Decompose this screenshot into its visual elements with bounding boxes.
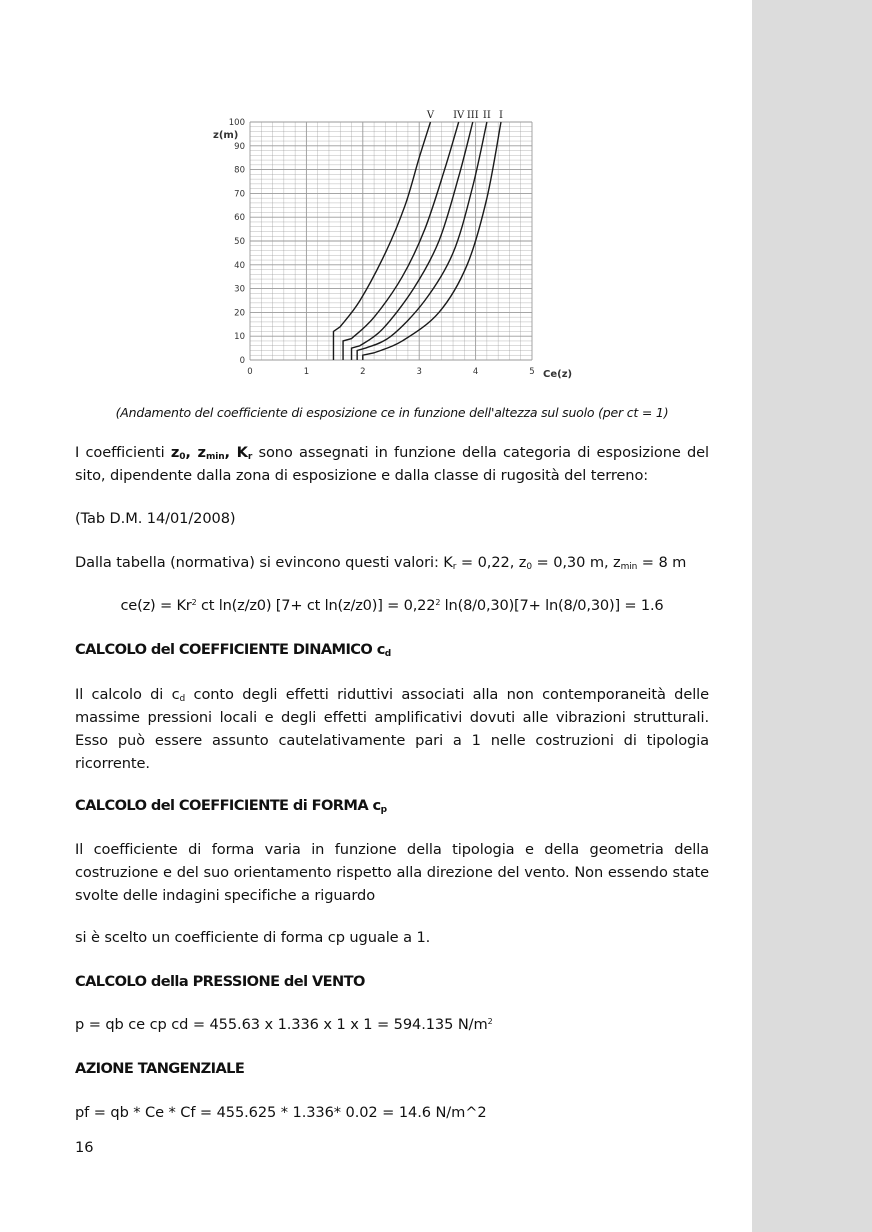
- subscript: d: [179, 694, 186, 704]
- y-tick-label: 100: [228, 118, 245, 128]
- heading-dynamic-coefficient: [75, 641, 391, 658]
- chart-x-ticks: [247, 367, 534, 377]
- x-tick-label: 0: [247, 367, 253, 377]
- subscript: r: [247, 452, 253, 462]
- paragraph-dynamic-coefficient: [75, 683, 709, 775]
- y-tick-label: 80: [234, 165, 245, 176]
- tangential-formula: pf = qb * Ce * Cf = 455.625 * 1.336* 0.02 = 14.6 N/m^2: [75, 1104, 487, 1121]
- y-tick-label: 70: [234, 189, 245, 200]
- page-number: 16: [75, 1139, 94, 1156]
- y-tick-label: 40: [234, 260, 245, 271]
- y-tick-label: 60: [234, 213, 245, 224]
- symbol-z0: z: [170, 444, 180, 461]
- x-tick-label: 2: [360, 367, 366, 377]
- pressure-formula: [75, 1016, 493, 1033]
- series-label-I: I: [499, 110, 503, 121]
- series-label-V: V: [426, 110, 435, 121]
- heading-wind-pressure: CALCOLO della PRESSIONE del VENTO: [75, 973, 365, 990]
- table-reference: (Tab D.M. 14/01/2008): [75, 510, 236, 527]
- x-tick-label: 1: [303, 367, 310, 377]
- y-tick-label: 20: [234, 308, 245, 319]
- subscript: p: [380, 805, 387, 815]
- subscript: min: [205, 452, 225, 462]
- text-run: conto degli effetti riduttivi associati alla non contemporaneità delle massime pressioni locali e degli effetti amplificativi dovuti alle vibrazioni strutturali. Esso può essere assunto cautelativamente pari a 1 nelle costruzioni di tipologia ricorrente.: [75, 686, 710, 772]
- chart-y-axis-label: z(m): [213, 130, 239, 141]
- page-margin-bar: [752, 0, 872, 1232]
- x-tick-label: 3: [416, 367, 422, 377]
- chart-x-axis-label: Ce(z): [543, 369, 573, 380]
- superscript: 2: [191, 598, 197, 607]
- y-tick-label: 90: [234, 141, 245, 152]
- series-label-II: II: [482, 110, 491, 121]
- x-tick-label: 5: [529, 367, 535, 377]
- heading-tangential-action: AZIONE TANGENZIALE: [75, 1060, 245, 1077]
- paragraph-coefficients: [75, 441, 709, 487]
- y-tick-label: 0: [239, 356, 245, 366]
- text-run: = 8 m: [637, 554, 687, 571]
- text-run: Il calcolo di c: [75, 686, 180, 703]
- heading-shape-coefficient: [75, 797, 386, 814]
- text-run: ln(8/0,30)[7+ ln(8/0,30)] = 1.6: [440, 597, 664, 614]
- subscript: r: [452, 562, 457, 572]
- heading-text: CALCOLO del COEFFICIENTE di FORMA c: [75, 797, 381, 814]
- y-tick-label: 50: [234, 237, 245, 247]
- subscript: min: [620, 562, 638, 572]
- text-run: = 0,22, z: [456, 554, 527, 571]
- heading-text: CALCOLO del COEFFICIENTE DINAMICO c: [75, 641, 385, 658]
- symbol-kr: , K: [224, 444, 248, 461]
- text-run: sono assegnati in funzione della categoria di esposizione del sito, dipendente dalla zona di esposizione e dalla classe di rugosità del terreno:: [75, 444, 709, 484]
- subscript: 0: [179, 452, 186, 462]
- x-tick-label: 4: [472, 367, 479, 377]
- text-run: Dalla tabella (normativa) si evincono questi valori: K: [75, 554, 453, 571]
- symbol-zmin: , z: [185, 444, 206, 461]
- superscript: 2: [435, 598, 441, 607]
- text-run: = 0,30 m, z: [531, 554, 621, 571]
- ce-formula: [75, 597, 709, 614]
- text-run: p = qb ce cp cd = 455.63 x 1.336 x 1 x 1 = 594.135 N/m: [75, 1016, 488, 1033]
- paragraph-shape-coefficient: Il coefficiente di forma varia in funzione della tipologia e della geometria della costruzione e del suo orientamento rispetto alla direzione del vento. Non essendo state svolte delle indagini specifiche a riguardo: [75, 841, 709, 904]
- y-tick-label: 30: [234, 284, 245, 295]
- superscript: 2: [487, 1017, 493, 1026]
- y-tick-label: 10: [234, 332, 245, 343]
- text-run: ce(z) = Kr: [120, 597, 192, 614]
- chart-y-ticks: [229, 118, 245, 366]
- values-line: [75, 554, 686, 571]
- exposure-coefficient-chart: [205, 100, 585, 385]
- chart-series-labels: [426, 110, 503, 121]
- text-run: ct ln(z/z0) [7+ ct ln(z/z0)] = 0,22: [196, 597, 436, 614]
- series-label-III: III: [466, 110, 479, 121]
- subscript: d: [384, 649, 391, 659]
- series-label-IV: IV: [453, 110, 465, 121]
- paragraph-shape-choice: si è scelto un coefficiente di forma cp uguale a 1.: [75, 929, 431, 946]
- chart-caption: (Andamento del coefficiente di esposizione ce in funzione dell'altezza sul suolo (per ct = 1): [115, 405, 669, 420]
- subscript: 0: [526, 562, 532, 572]
- text-run: I coefficienti: [75, 444, 171, 461]
